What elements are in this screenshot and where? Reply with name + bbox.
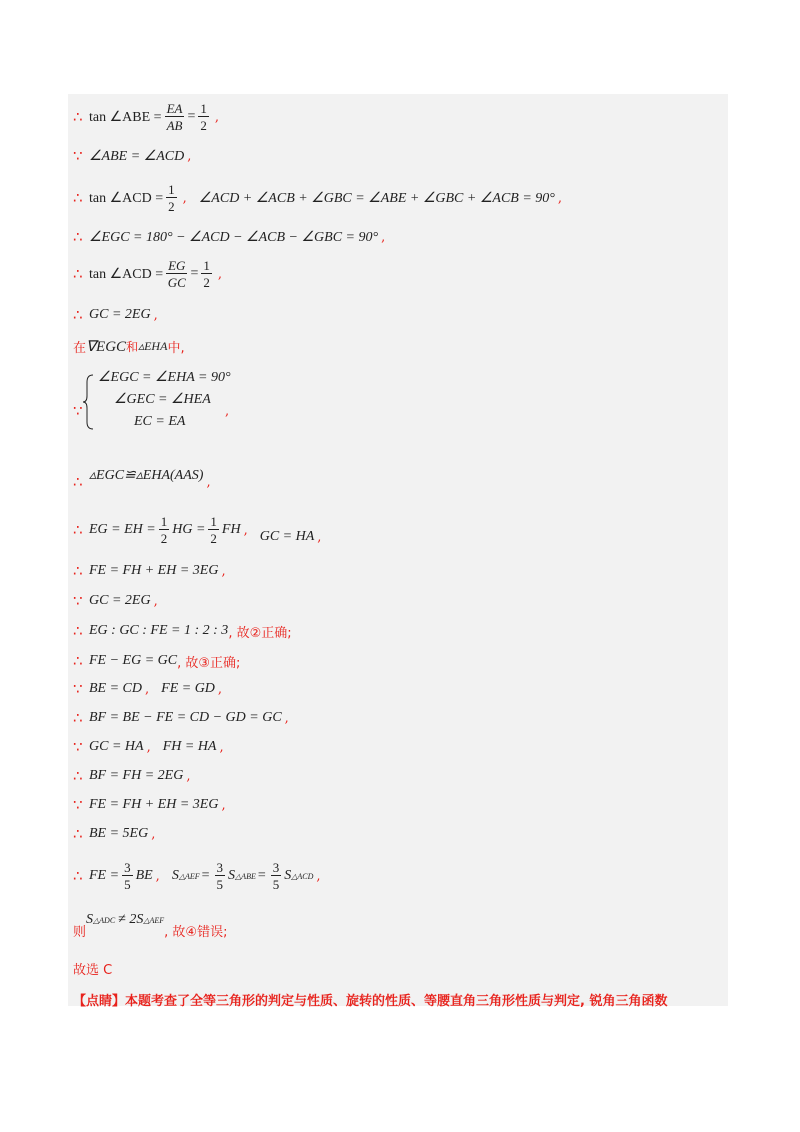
system-row: ∠GEC = ∠HEA bbox=[114, 392, 211, 407]
therefore-symbol: ∴ bbox=[73, 108, 83, 126]
expr: BF = BE − FE = CD − GD = GC bbox=[89, 710, 282, 725]
therefore-symbol: ∴ bbox=[73, 562, 83, 580]
answer-text: 故选 C bbox=[73, 962, 113, 978]
therefore-symbol: ∴ bbox=[73, 867, 83, 885]
expr: GC = 2EG bbox=[89, 593, 151, 608]
because-symbol: ∵ bbox=[73, 402, 83, 420]
text: 则 bbox=[73, 924, 87, 940]
fraction bbox=[215, 861, 226, 891]
because-symbol: ∵ bbox=[73, 592, 83, 610]
comma: , bbox=[153, 307, 158, 323]
step-9 bbox=[73, 460, 211, 490]
expr: GC = 2EG bbox=[89, 307, 151, 322]
comma: , bbox=[217, 266, 222, 282]
triangle-label: ▵EHA bbox=[138, 338, 168, 353]
step-20 bbox=[73, 819, 155, 849]
expr: tan ∠ACD = bbox=[89, 266, 164, 282]
expr: tan ∠ABE = bbox=[89, 109, 162, 125]
comma: , bbox=[186, 768, 191, 784]
triangle-label: ∇EGC bbox=[86, 338, 127, 355]
therefore-symbol: ∴ bbox=[73, 189, 83, 207]
area-symbol: S bbox=[284, 868, 292, 883]
expr: tan ∠ACD = bbox=[89, 190, 164, 206]
expr: BE bbox=[135, 868, 153, 883]
therefore-symbol: ∴ bbox=[73, 709, 83, 727]
comma: , bbox=[146, 739, 151, 755]
expr: ∠ACD + ∠ACB + ∠GBC = ∠ABE + ∠GBC + ∠ACB = 90° bbox=[198, 190, 555, 206]
fraction bbox=[201, 259, 212, 289]
comma: , bbox=[221, 563, 226, 579]
area-symbol: S bbox=[86, 912, 94, 927]
step-8-comma bbox=[222, 396, 229, 426]
numerator: EA bbox=[166, 101, 183, 116]
comma: , bbox=[206, 474, 211, 490]
step-18 bbox=[73, 761, 190, 791]
step-21 bbox=[73, 856, 321, 896]
because-symbol: ∵ bbox=[73, 738, 83, 756]
comma: , bbox=[155, 868, 160, 884]
step-17 bbox=[73, 732, 224, 762]
numerator: 1 bbox=[210, 514, 217, 529]
step-14 bbox=[73, 646, 240, 676]
comma: , bbox=[182, 190, 187, 206]
therefore-symbol: ∴ bbox=[73, 228, 83, 246]
step-2 bbox=[73, 141, 191, 171]
step-1 bbox=[73, 99, 219, 135]
fraction bbox=[122, 861, 133, 891]
equals: = bbox=[201, 868, 210, 883]
expr: GC = HA bbox=[259, 529, 315, 544]
comma: , bbox=[316, 868, 321, 884]
comma: , bbox=[317, 529, 322, 545]
comma: , bbox=[214, 109, 219, 125]
expr: FH = HA bbox=[162, 739, 217, 754]
expr: GC = HA bbox=[89, 739, 144, 754]
expr: FE = bbox=[89, 868, 120, 883]
fraction bbox=[166, 183, 177, 213]
denominator: 2 bbox=[168, 199, 175, 214]
comma: , bbox=[217, 681, 223, 697]
step-12 bbox=[73, 586, 158, 616]
numerator: 1 bbox=[168, 182, 175, 197]
step-11 bbox=[73, 556, 226, 586]
denominator: GC bbox=[167, 275, 186, 290]
step-13 bbox=[73, 616, 292, 646]
subscript: △AEF bbox=[178, 871, 200, 881]
subscript: △ABE bbox=[235, 871, 256, 881]
conclusion-text: , 故④错误; bbox=[164, 924, 228, 940]
conclusion-text: , 故②正确; bbox=[228, 625, 292, 641]
numerator: 3 bbox=[124, 860, 131, 875]
comma: , bbox=[284, 710, 289, 726]
expr: BE = 5EG bbox=[89, 826, 149, 841]
area-symbol: S bbox=[228, 868, 236, 883]
denominator: 2 bbox=[160, 531, 168, 546]
numerator: 1 bbox=[200, 101, 207, 116]
fraction bbox=[271, 861, 282, 891]
step-22 bbox=[73, 906, 227, 940]
equals: = bbox=[190, 266, 199, 281]
comma: , bbox=[381, 229, 386, 245]
fraction bbox=[165, 102, 185, 132]
because-symbol: ∵ bbox=[73, 680, 83, 698]
answer-choice bbox=[73, 953, 112, 983]
numerator: 1 bbox=[203, 258, 210, 273]
denominator: AB bbox=[166, 118, 183, 133]
expr: BF = FH = 2EG bbox=[89, 768, 184, 783]
expr: FH bbox=[221, 522, 241, 537]
comma: , bbox=[187, 148, 192, 164]
fraction bbox=[208, 515, 219, 545]
denominator: 2 bbox=[200, 118, 207, 133]
brace-icon bbox=[82, 374, 94, 430]
subscript: △ACD bbox=[291, 871, 314, 881]
step-3 bbox=[73, 180, 562, 216]
conclusion-text: , 故③正确; bbox=[177, 655, 241, 671]
denominator: 5 bbox=[272, 877, 280, 892]
text: 在 bbox=[73, 340, 87, 356]
equals: = bbox=[187, 109, 196, 124]
fraction bbox=[159, 515, 170, 545]
step-5 bbox=[73, 256, 222, 292]
comma: , bbox=[219, 739, 224, 755]
denominator: 2 bbox=[203, 275, 210, 290]
expr: HG = bbox=[172, 522, 206, 537]
numerator: 3 bbox=[216, 860, 224, 875]
expr: ▵EGC≌▵EHA(AAS) bbox=[89, 467, 204, 483]
therefore-symbol: ∴ bbox=[73, 473, 83, 491]
numerator: EG bbox=[168, 258, 186, 273]
fraction bbox=[166, 259, 187, 289]
equals: = bbox=[257, 868, 266, 883]
expr: FE = FH + EH = 3EG bbox=[89, 797, 219, 812]
comma: , bbox=[151, 826, 156, 842]
expr: BE = CD bbox=[89, 681, 142, 696]
therefore-symbol: ∴ bbox=[73, 767, 83, 785]
because-symbol: ∵ bbox=[73, 796, 83, 814]
expr: ∠EGC = 180° − ∠ACD − ∠ACB − ∠GBC = 90° bbox=[89, 229, 379, 245]
because-symbol: ∵ bbox=[73, 147, 83, 165]
step-7 bbox=[73, 331, 185, 361]
text: 中, bbox=[167, 340, 185, 356]
expr: ∠ABE = ∠ACD bbox=[89, 148, 185, 164]
comma: , bbox=[225, 403, 230, 419]
step-15 bbox=[73, 674, 222, 704]
therefore-symbol: ∴ bbox=[73, 825, 83, 843]
denominator: 2 bbox=[210, 531, 217, 546]
area-symbol: S bbox=[171, 868, 179, 883]
therefore-symbol: ∴ bbox=[73, 306, 83, 324]
numerator: 3 bbox=[272, 860, 280, 875]
step-19 bbox=[73, 790, 226, 820]
therefore-symbol: ∴ bbox=[73, 622, 83, 640]
expr: FE = FH + EH = 3EG bbox=[89, 563, 219, 578]
therefore-symbol: ∴ bbox=[73, 652, 83, 670]
expr: FE − EG = GC bbox=[89, 653, 178, 668]
numerator: 1 bbox=[160, 514, 168, 529]
commentary-text: 本题考查了全等三角形的判定与性质、旋转的性质、等腰直角三角形性质与判定, 锐角三角函数 bbox=[125, 993, 668, 1009]
equation-system bbox=[98, 367, 231, 433]
comma: , bbox=[243, 522, 248, 538]
commentary-tag: 【点睛】 bbox=[73, 993, 126, 1009]
denominator: 5 bbox=[124, 877, 131, 892]
expr: FE = GD bbox=[161, 681, 215, 696]
text: 和 bbox=[126, 339, 139, 354]
therefore-symbol: ∴ bbox=[73, 521, 83, 539]
step-6 bbox=[73, 300, 158, 330]
expr: EG = EH = bbox=[89, 522, 156, 537]
step-10 bbox=[73, 510, 321, 550]
expr: ≠ 2S bbox=[118, 912, 144, 927]
system-row: ∠EGC = ∠EHA = 90° bbox=[98, 370, 231, 385]
therefore-symbol: ∴ bbox=[73, 265, 83, 283]
step-16 bbox=[73, 703, 289, 733]
comma: , bbox=[145, 681, 150, 697]
commentary bbox=[73, 984, 667, 1014]
subscript: △AEF bbox=[143, 915, 165, 925]
system-row: EC = EA bbox=[134, 414, 186, 429]
denominator: 5 bbox=[216, 877, 224, 892]
expr: EG : GC : FE = 1 : 2 : 3 bbox=[89, 623, 229, 638]
step-4 bbox=[73, 222, 385, 252]
subscript: △ADC bbox=[93, 915, 116, 925]
comma: , bbox=[221, 797, 226, 813]
fraction bbox=[198, 102, 209, 132]
comma: , bbox=[557, 190, 563, 206]
comma: , bbox=[153, 593, 158, 609]
